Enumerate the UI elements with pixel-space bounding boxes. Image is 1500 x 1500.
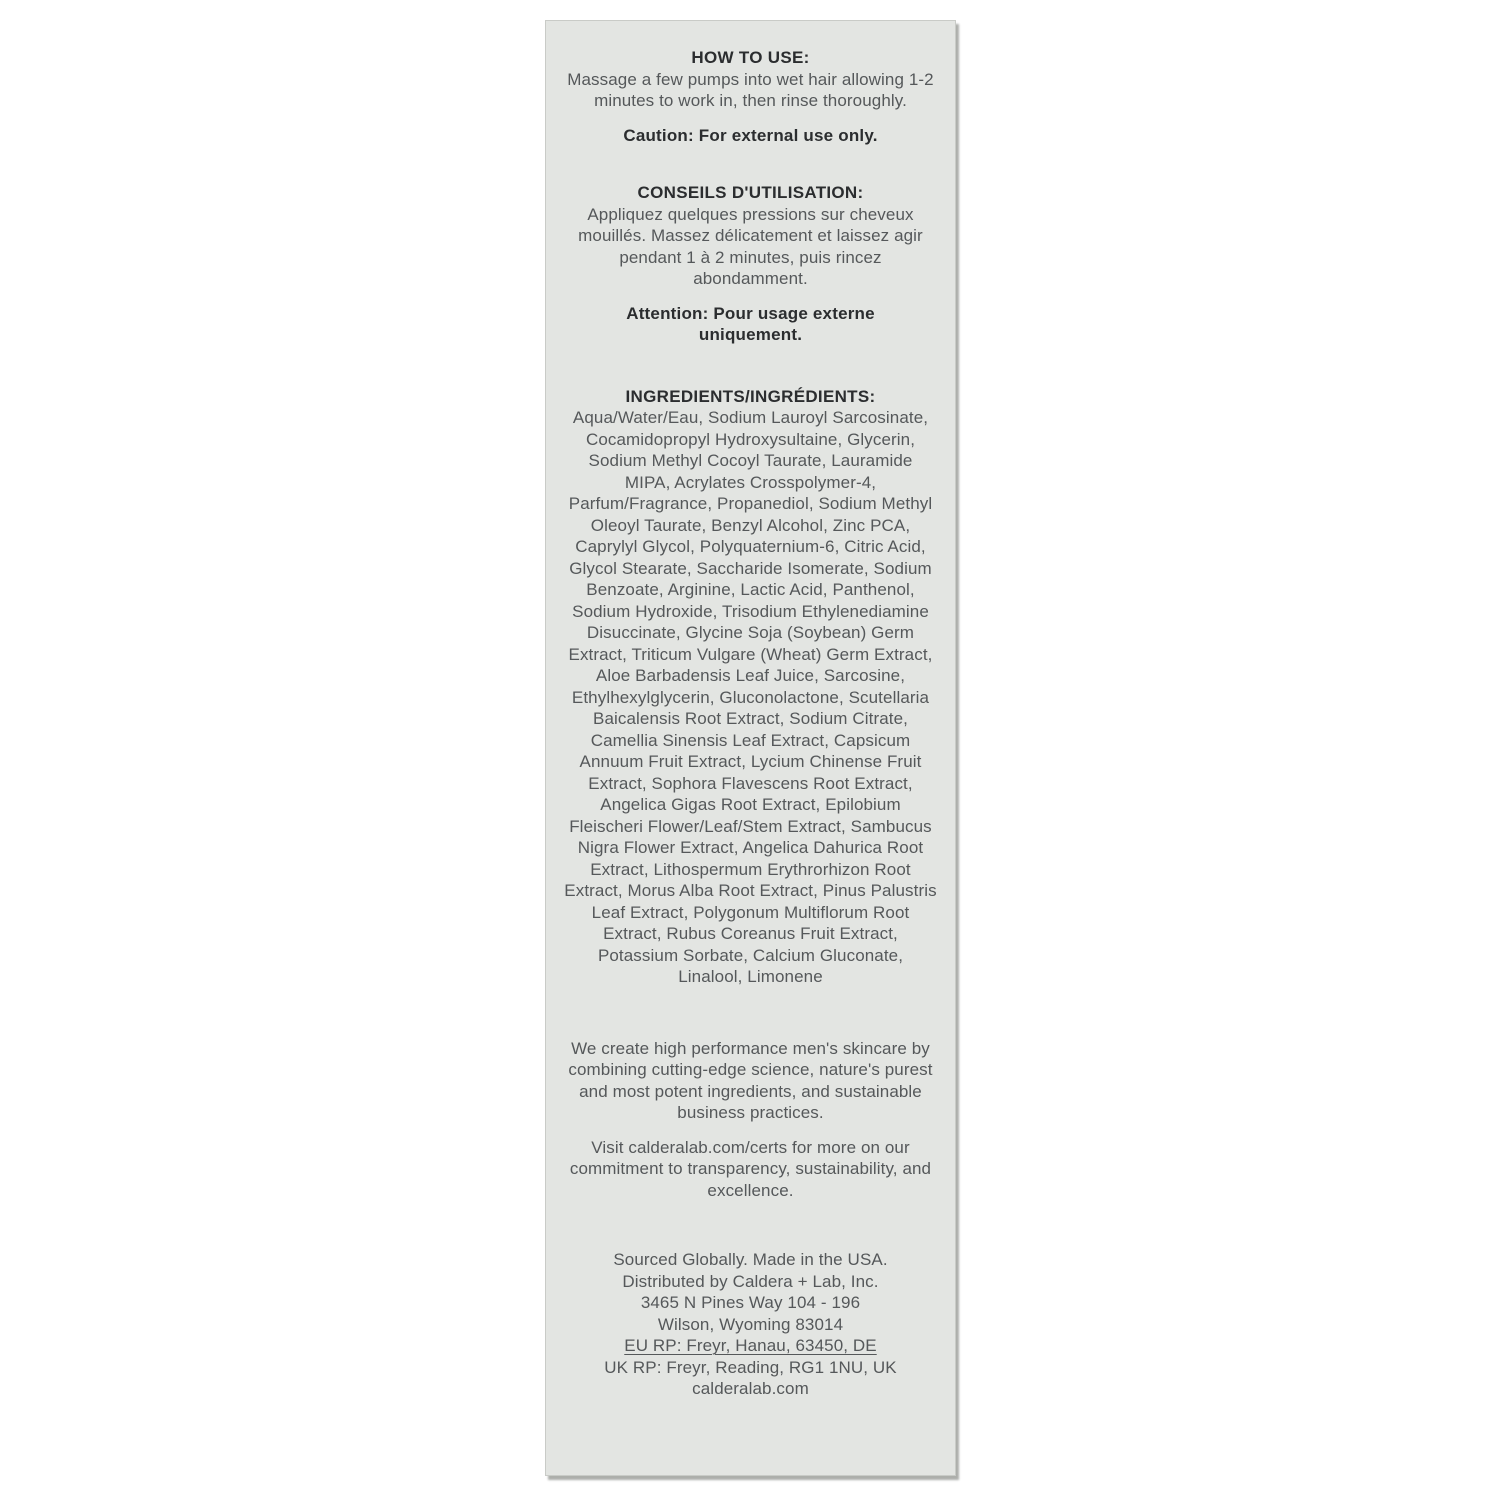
website-line: calderalab.com xyxy=(692,1379,809,1398)
city-state-zip-line: Wilson, Wyoming 83014 xyxy=(657,1314,844,1334)
caution-english: Caution: For external use only. xyxy=(623,125,878,145)
street-address-line: 3465 N Pines Way 104 - 196 xyxy=(640,1293,861,1312)
caution-french: Attention: Pour usage externe uniquement. xyxy=(626,303,875,344)
conseils-instructions: Appliquez quelques pressions sur cheveux mouillés. Massez délicatement et laissez agir pendant 1 à 2 minutes, puis rincez abondamment. xyxy=(578,204,923,288)
how-to-use-heading: HOW TO USE: xyxy=(691,48,810,67)
brand-statement-section xyxy=(564,1038,937,1202)
ingredients-list: Aqua/Water/Eau, Sodium Lauroyl Sarcosinate, Cocamidopropyl Hydroxysultaine, Glycerin, Sodium Methyl Cocoyl Taurate, Lauramide MIPA, Acrylates Crosspolymer-4, Parfum/Fragrance, Propanediol, Sodium Methyl Oleoyl Taurate, Benzyl Alcohol, Zinc PCA, Caprylyl Glycol, Polyquaternium-6, Citric Acid, Glycol Stearate, Saccharide Isomerate, Sodium Benzoate, Arginine, Lactic Acid, Panthenol, Sodium Hydroxide, Trisodium Ethylenediamine Disuccinate, Glycine Soja (Soybean) Germ Extract, Triticum Vulgare (Wheat) Germ Extract, Aloe Barbadensis Leaf Juice, Sarcosine, Ethylhexylglycerin, Gluconolactone, Scutellaria Baicalensis Root Extract, Sodium Citrate, Camellia Sinensis Leaf Extract, Capsicum Annuum Fruit Extract, Lycium Chinense Fruit Extract, Sophora Flavescens Root Extract, Angelica Gigas Root Extract, Epilobium Fleischeri Flower/Leaf/Stem Extract, Sambucus Nigra Flower Extract, Angelica Dahurica Root Extract, Lithospermum Erythrorhizon Root Extract, Morus Alba Root Extract, Pinus Palustris Leaf Extract, Polygonum Multiflorum Root Extract, Rubus Coreanus Fruit Extract, Potassium Sorbate, Calcium Gluconate, Linalool, Limonene xyxy=(564,408,937,986)
distributor-line: Distributed by Caldera + Lab, Inc. xyxy=(622,1271,879,1291)
sourced-made-line: Sourced Globally. Made in the USA. xyxy=(613,1250,888,1269)
how-to-use-instructions: Massage a few pumps into wet hair allowing 1-2 minutes to work in, then rinse thoroughly. xyxy=(567,69,934,110)
brand-mission-text: We create high performance men's skincare by combining cutting-edge science, nature's purest and most potent ingredients, and sustainable business practices. xyxy=(568,1038,933,1122)
conseils-utilisation-section xyxy=(564,182,937,346)
how-to-use-section xyxy=(564,47,937,146)
ingredients-section xyxy=(564,386,937,988)
company-info-section xyxy=(564,1249,937,1400)
eu-rp-line: EU RP: Freyr, Hanau, 63450, DE xyxy=(624,1336,877,1355)
label-back-panel xyxy=(545,20,956,1476)
conseils-heading: CONSEILS D'UTILISATION: xyxy=(637,183,864,202)
certs-info-text: Visit calderalab.com/certs for more on our commitment to transparency, sustainability, and excellence. xyxy=(569,1137,932,1200)
uk-rp-line: UK RP: Freyr, Reading, RG1 1NU, UK xyxy=(604,1357,897,1377)
ingredients-heading: INGREDIENTS/INGRÉDIENTS: xyxy=(625,386,876,406)
